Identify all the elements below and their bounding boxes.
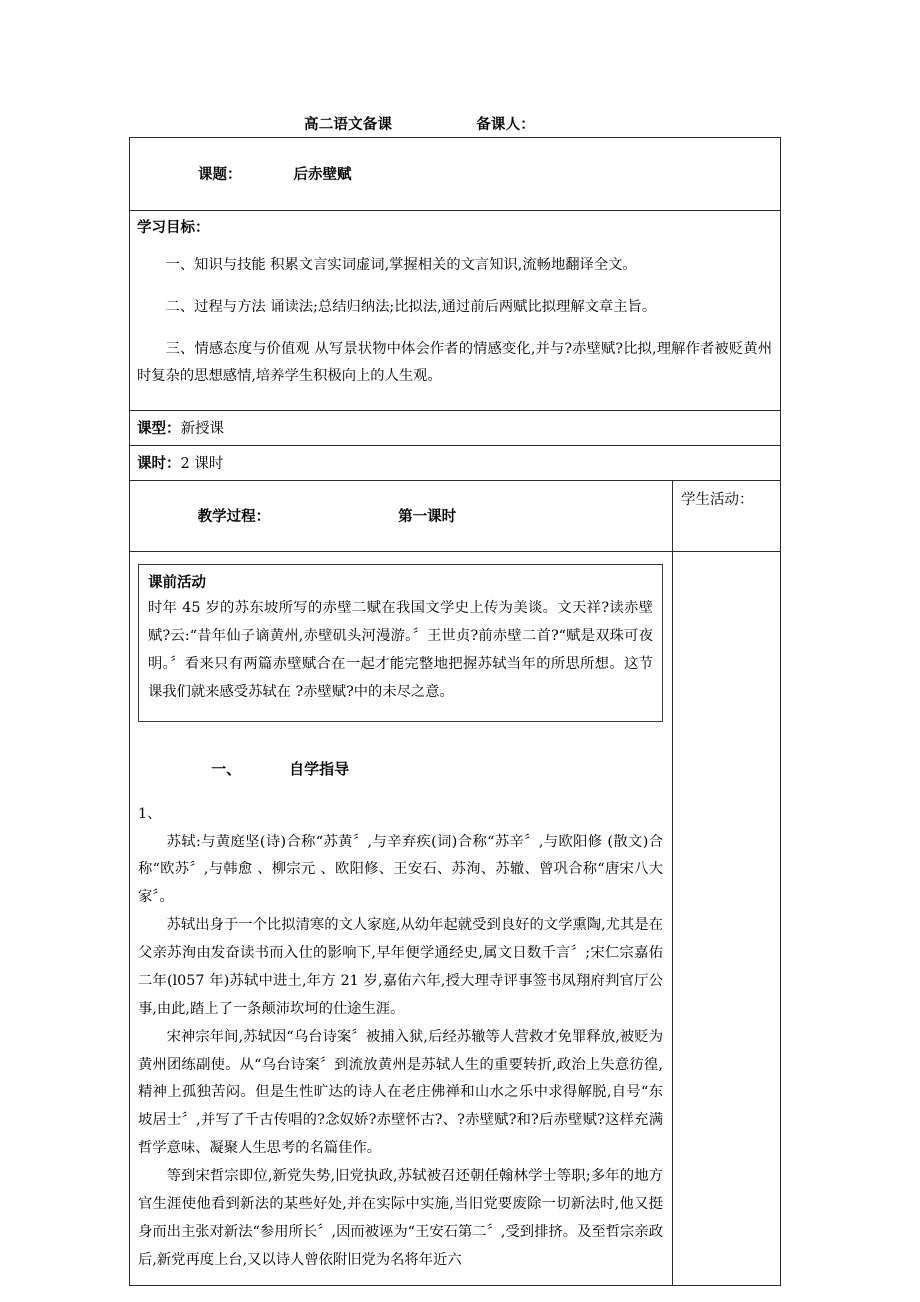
document-running-header — [129, 108, 780, 134]
lesson-hours-cell — [130, 445, 781, 480]
lesson-hours-value: 2 课时 — [180, 455, 224, 472]
objective-item-1: 一、知识与技能 积累文言实词虚词,掌握相关的文言知识,流畅地翻译全文。 — [165, 257, 637, 274]
section-one-number: 一、 — [211, 759, 242, 778]
table-row-lesson-hours — [130, 445, 781, 480]
lesson-type-cell — [130, 410, 781, 445]
table-row-topic — [130, 138, 781, 211]
lesson-plan-table — [129, 137, 781, 1286]
preparer-label: 备课人： — [476, 116, 536, 133]
section-one-paragraph-3: 宋神宗年间,苏轼因“乌台诗案〞被捕入狱,后经苏辙等人营救才免罪释放,被贬为黄州团练副使。从“乌台诗案〞到流放黄州是苏轼人生的重要转折,政治上失意彷徨,精神上孤独苦闷。但是生性旷达的诗人在老庄佛禅和山水之乐中求得解脱,自号“东坡居士〞,并写了千古传唱的?念奴娇?赤壁怀古?、?赤壁赋?和?后赤壁赋?这样充满哲学意味、凝聚人生思考的名篇佳作。 — [138, 1028, 663, 1157]
period-label: 第一课时 — [398, 507, 457, 525]
topic-value: 后赤壁赋 — [293, 166, 352, 183]
lesson-type-label: 课型： — [137, 419, 181, 437]
table-row-lesson-type — [130, 410, 781, 445]
objectives-label: 学习目标： — [137, 219, 210, 236]
lesson-hours-label: 课时： — [137, 454, 181, 472]
section-one-paragraph-1: 苏轼:与黄庭坚(诗)合称“苏黄〞,与辛弃疾(词)合称“苏辛〞,与欧阳修 (散文)合称“欧苏〞,与韩愈 、柳宗元 、欧阳修、王安石、苏洵、苏辙、曾巩合称“唐宋八大家〞。 — [138, 833, 663, 906]
objectives-cell — [130, 211, 781, 411]
process-header-cell — [130, 480, 673, 551]
section-one-paragraph-4: 等到宋哲宗即位,新党失势,旧党执政,苏轼被召还朝任翰林学士等职;多年的地方官生涯使他看到新法的某些好处,并在实际中实施,当旧党要废除一切新法时,他又挺身而出主张对新法“参用所长〞,因而被诬为“王安石第二〞,受到排挤。及至哲宗亲政后,新党再度上台,又以诗人曾依附旧党为名将年近六 — [138, 1168, 663, 1268]
table-row-content — [130, 551, 781, 1285]
table-row-objectives — [130, 211, 781, 411]
lesson-type-value: 新授课 — [180, 420, 224, 437]
topic-label: 课题： — [198, 166, 242, 183]
objective-item-3: 三、情感态度与价值观 从写景状物中体会作者的情感变化,并与?赤壁赋?比拟,理解作者被贬黄州时复杂的思想感情,培养学生积极向上的人生观。 — [137, 340, 772, 385]
preclass-activity-title: 课前活动 — [148, 573, 206, 591]
student-activity-label: 学生活动： — [681, 491, 754, 508]
preclass-activity-text: 时年 45 岁的苏东坡所写的赤壁二赋在我国文学史上传为美谈。文天祥?读赤壁赋?云:“昔年仙子谪黄州,赤壁矶头河漫游。〞王世贞?前赤壁二首?“赋是双珠可夜明。〞看来只有两篇赤壁赋合在一起才能完整地把握苏轼当年的所思所想。这节课我们就来感受苏轼在 ?赤壁赋?中的未尽之意。 — [148, 600, 653, 700]
topic-cell — [130, 138, 781, 211]
section-one-title: 自学指导 — [289, 759, 350, 778]
objective-item-2: 二、过程与方法 诵读法;总结归纳法;比拟法,通过前后两赋比拟理解文章主旨。 — [165, 299, 657, 316]
section-one-heading — [138, 724, 663, 799]
lesson-content-cell — [130, 551, 673, 1285]
student-activity-header-cell — [673, 480, 781, 551]
preclass-activity-box — [138, 564, 663, 722]
table-row-process-header — [130, 480, 781, 551]
document-title: 高二语文备课 — [304, 116, 393, 133]
section-one-item-number: 1、 — [138, 805, 162, 822]
student-activity-content-cell — [673, 551, 781, 1285]
process-label: 教学过程： — [197, 507, 271, 525]
section-one-paragraph-2: 苏轼出身于一个比拟清寒的文人家庭,从幼年起就受到良好的文学熏陶,尤其是在父亲苏洵由发奋读书而入仕的影响下,早年便学通经史,属文日数千言〞;宋仁宗嘉佑二年(l057 年)苏轼中进土,年方 21 岁,嘉佑六年,授大理寺评事签书凤翔府判官厅公事,由此,踏上了一条颠沛坎坷的仕途生涯。 — [138, 917, 663, 1017]
